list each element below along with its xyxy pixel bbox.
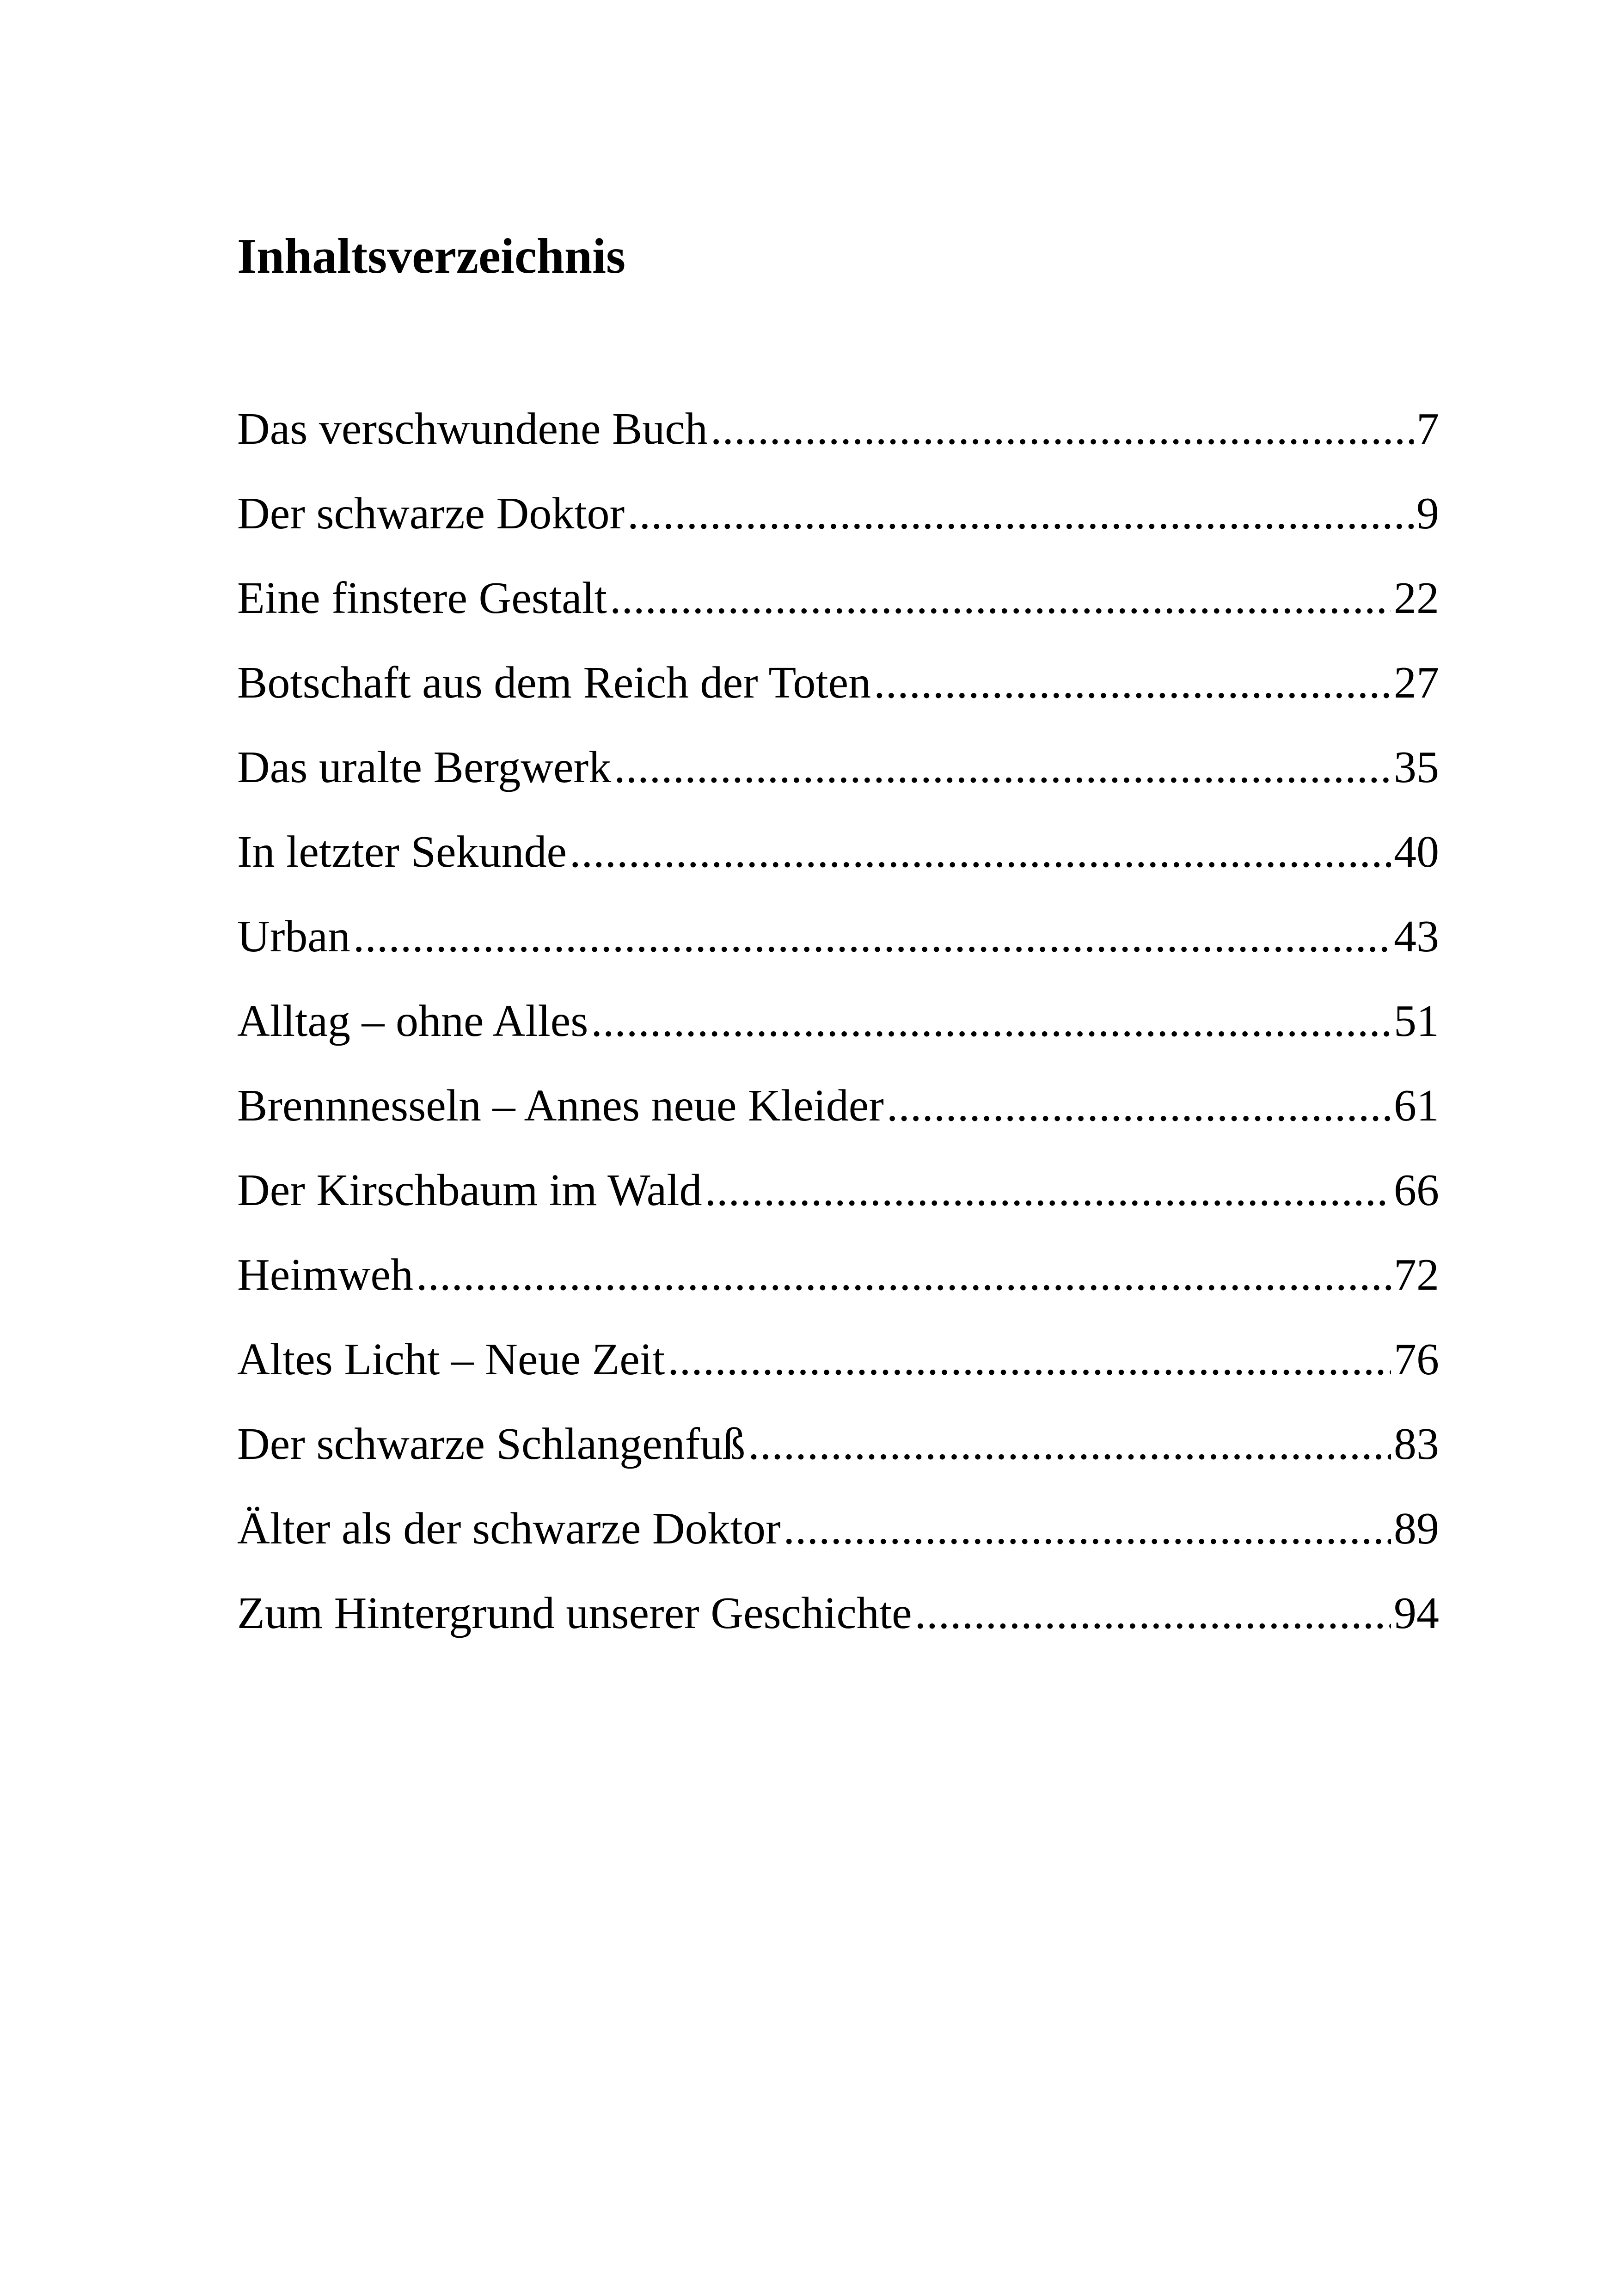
toc-page-number: 40 [1394, 827, 1439, 877]
toc-entry [237, 656, 1439, 741]
toc-dot-leader [614, 741, 1391, 795]
toc-dot-leader [874, 656, 1391, 710]
toc-dot-leader [748, 1417, 1391, 1472]
toc-entry [237, 1333, 1439, 1417]
toc-page-number: 51 [1394, 996, 1439, 1046]
toc-dot-leader [353, 910, 1391, 964]
toc-entry [237, 825, 1439, 910]
toc-page-number: 83 [1394, 1419, 1439, 1469]
toc-dot-leader [711, 402, 1414, 457]
toc-entry [237, 1502, 1439, 1586]
toc-page-number: 43 [1394, 912, 1439, 961]
toc-entry-title: Urban [237, 912, 350, 961]
toc-entry-title: Eine finstere Gestalt [237, 573, 607, 623]
toc-page-number: 9 [1416, 489, 1439, 539]
toc-dot-leader [887, 1079, 1391, 1133]
toc-dot-leader [915, 1586, 1391, 1641]
toc-list [237, 402, 1439, 1671]
toc-entry [237, 1417, 1439, 1502]
toc-dot-leader [705, 1163, 1391, 1218]
toc-entry-title: Der Kirschbaum im Wald [237, 1165, 702, 1215]
toc-entry-title: Älter als der schwarze Doktor [237, 1504, 781, 1554]
toc-dot-leader [610, 571, 1391, 626]
toc-page-number: 61 [1394, 1081, 1439, 1131]
toc-entry [237, 1079, 1439, 1163]
toc-page-number: 66 [1394, 1165, 1439, 1215]
toc-entry-title: Das uralte Bergwerk [237, 742, 612, 792]
toc-entry-title: Botschaft aus dem Reich der Toten [237, 658, 871, 708]
toc-title: Inhaltsverzeichnis [237, 229, 626, 284]
toc-entry-title: In letzter Sekunde [237, 827, 567, 877]
toc-entry-title: Der schwarze Schlangenfuß [237, 1419, 746, 1469]
toc-entry [237, 571, 1439, 656]
toc-dot-leader [416, 1248, 1391, 1303]
toc-entry [237, 487, 1439, 571]
toc-entry-title: Das verschwundene Buch [237, 404, 708, 454]
toc-entry-title: Zum Hintergrund unserer Geschichte [237, 1588, 912, 1638]
toc-page-number: 35 [1394, 742, 1439, 792]
toc-entry [237, 1248, 1439, 1333]
toc-dot-leader [627, 487, 1414, 541]
toc-page-number: 22 [1394, 573, 1439, 623]
toc-entry-title: Altes Licht – Neue Zeit [237, 1335, 665, 1384]
toc-page-number: 89 [1394, 1504, 1439, 1554]
toc-page-number: 76 [1394, 1335, 1439, 1384]
toc-dot-leader [570, 825, 1391, 880]
toc-dot-leader [668, 1333, 1391, 1387]
toc-dot-leader [591, 994, 1391, 1049]
toc-dot-leader [784, 1502, 1391, 1556]
toc-entry [237, 741, 1439, 825]
toc-page-number: 72 [1394, 1250, 1439, 1300]
toc-page-number: 27 [1394, 658, 1439, 708]
toc-page-number: 94 [1394, 1588, 1439, 1638]
toc-entry-title: Heimweh [237, 1250, 413, 1300]
toc-entry [237, 1163, 1439, 1248]
toc-page-number: 7 [1416, 404, 1439, 454]
toc-entry [237, 1586, 1439, 1671]
toc-entry [237, 402, 1439, 487]
toc-entry-title: Brennnesseln – Annes neue Kleider [237, 1081, 884, 1131]
toc-entry-title: Alltag – ohne Alles [237, 996, 588, 1046]
toc-entry-title: Der schwarze Doktor [237, 489, 625, 539]
toc-entry [237, 910, 1439, 994]
toc-entry [237, 994, 1439, 1079]
